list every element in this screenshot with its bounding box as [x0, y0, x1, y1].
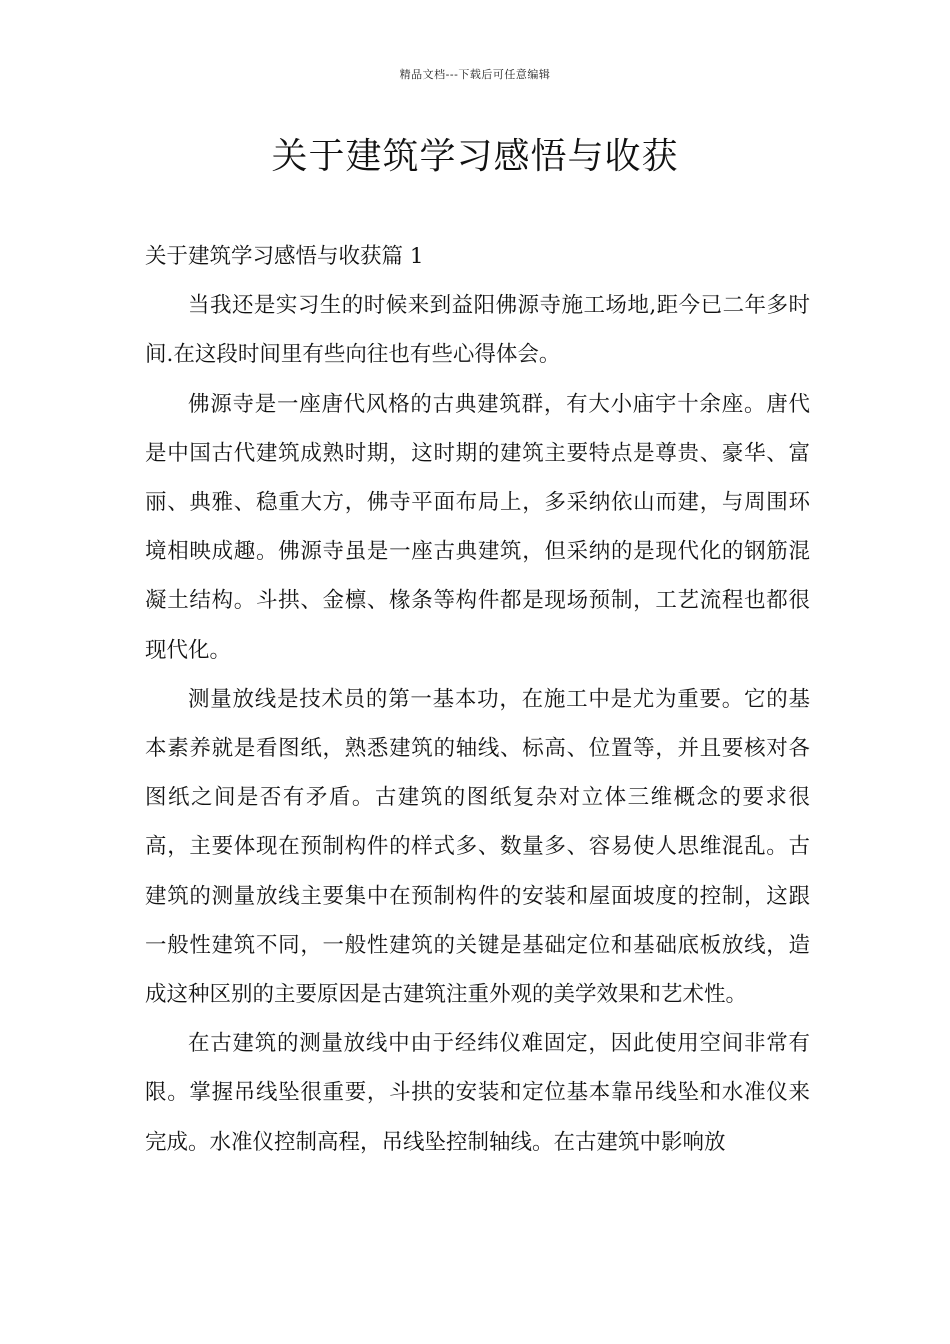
paragraph-2: 佛源寺是一座唐代风格的古典建筑群，有大小庙宇十余座。唐代是中国古代建筑成熟时期，这时期的建筑主要特点是尊贵、豪华、富丽、典雅、稳重大方，佛寺平面布局上，多采纳依山而建，与周围环境相映成趣。佛源寺虽是一座古典建筑，但采纳的是现代化的钢筋混凝土结构。斗拱、金檩、椽条等构件都是现场预制，工艺流程也都很现代化。 [145, 391, 810, 663]
header-note: 精品文档---下载后可任意编辑 [399, 68, 551, 81]
paragraph-1: 当我还是实习生的时候来到益阳佛源寺施工场地,距今已二年多时间.在这段时间里有些向往也有些心得体会。 [145, 293, 810, 368]
paragraph-3: 测量放线是技术员的第一基本功，在施工中是尤为重要。它的基本素养就是看图纸，熟悉建筑的轴线、标高、位置等，并且要核对各图纸之间是否有矛盾。古建筑的图纸复杂对立体三维概念的要求很高，主要体现在预制构件的样式多、数量多、容易使人思维混乱。古建筑的测量放线主要集中在预制构件的安装和屋面坡度的控制，这跟一般性建筑不同，一般性建筑的关键是基础定位和基础底板放线，造成这种区别的主要原因是古建筑注重外观的美学效果和艺术性。 [145, 686, 810, 1008]
paragraph-4: 在古建筑的测量放线中由于经纬仪难固定，因此使用空间非常有限。掌握吊线坠很重要，斗拱的安装和定位基本靠吊线坠和水准仪来完成。水准仪控制高程，吊线坠控制轴线。在古建筑中影响放 [145, 1031, 810, 1155]
section-heading: 关于建筑学习感悟与收获篇 1 [145, 244, 424, 269]
document-body [145, 232, 810, 1167]
page-title: 关于建筑学习感悟与收获 [271, 136, 679, 177]
